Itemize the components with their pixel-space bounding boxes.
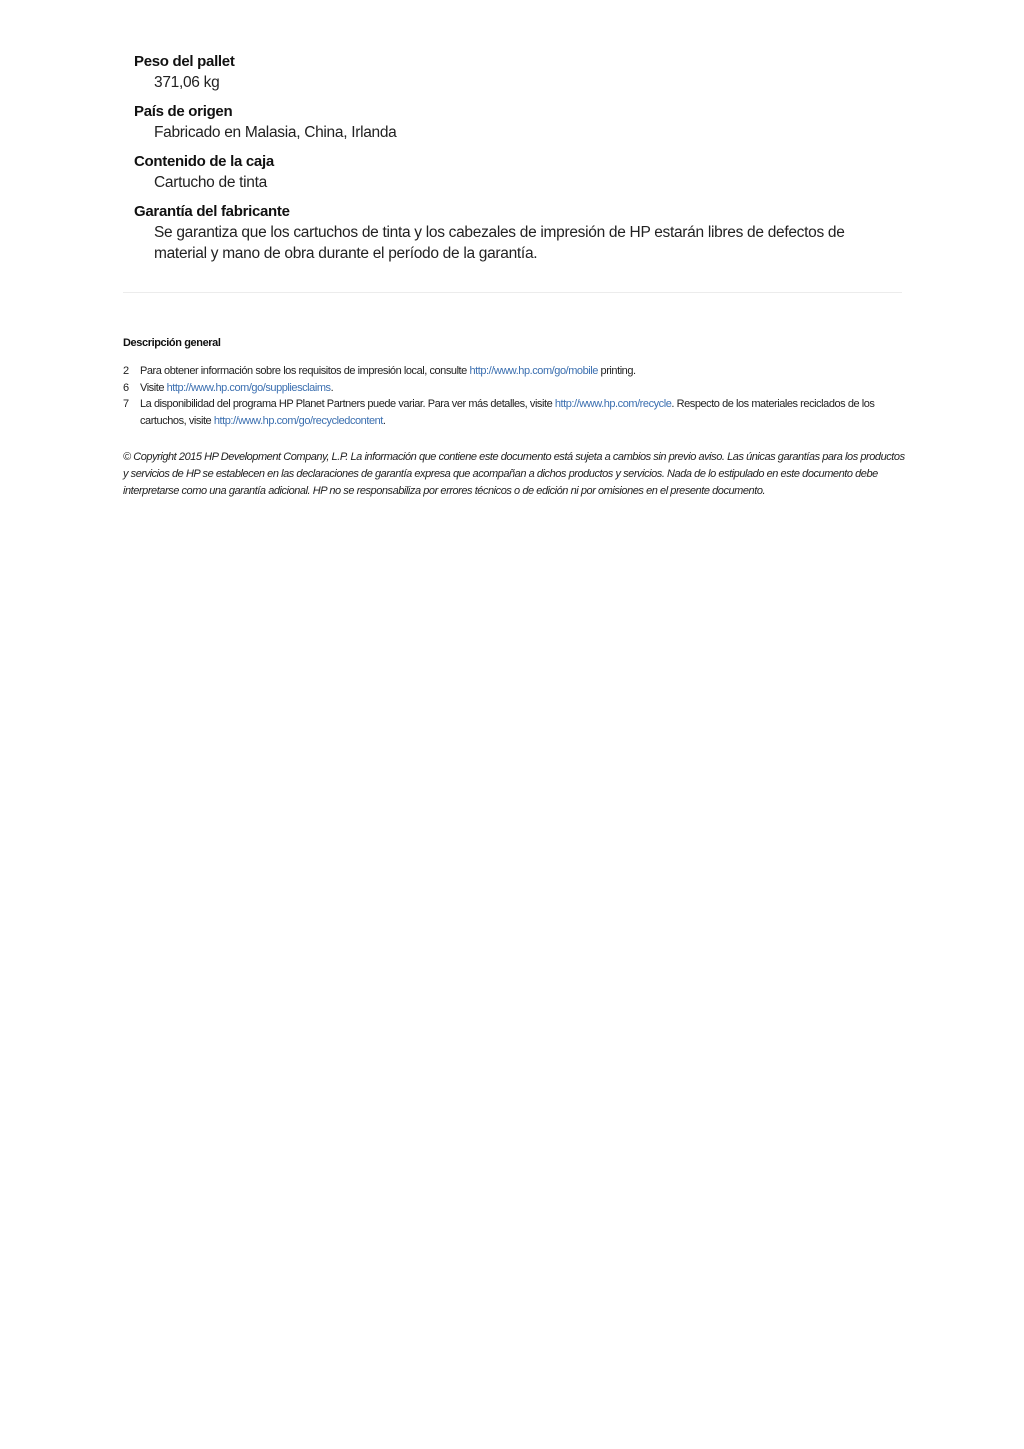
spec-value: 371,06 kg xyxy=(154,74,220,91)
footnote-text-part: Para obtener información sobre los requisitos de impresión local, consulte xyxy=(140,365,470,377)
footnote-text-part: Visite xyxy=(140,381,167,394)
footnote-text xyxy=(140,396,903,429)
section-divider xyxy=(123,292,902,293)
spec-label: Peso del pallet xyxy=(134,53,235,70)
footnote-text-part: . Respecto de los materiales reciclados de los cartuchos, visite xyxy=(140,398,875,427)
footnote-link[interactable]: http://www.hp.com/go/suppliesclaims xyxy=(166,381,331,394)
spec-label: Garantía del fabricante xyxy=(134,203,290,220)
footnote-text-part: printing. xyxy=(597,365,636,377)
footnote-text-part: La disponibilidad del programa HP Planet Partners puede variar. Para ver más detalles, visite xyxy=(140,398,555,410)
footnote-text xyxy=(140,363,903,380)
footnote-item xyxy=(123,396,903,429)
spec-value: Cartucho de tinta xyxy=(154,174,267,191)
footnote-number: 2 xyxy=(123,365,129,377)
spec-item-warranty xyxy=(134,202,894,264)
footnote-number: 7 xyxy=(123,398,129,410)
spec-item-box-contents xyxy=(134,152,894,193)
spec-label: País de origen xyxy=(134,103,233,120)
spec-item-pallet-weight xyxy=(134,52,894,93)
spec-label: Contenido de la caja xyxy=(134,153,274,170)
spec-value: Se garantiza que los cartuchos de tinta y los cabezales de impresión de HP estarán libres de defectos de material y mano de obra durante el período de la garantía. xyxy=(154,224,845,262)
footnotes-list xyxy=(123,363,903,429)
notes-title: Descripción general xyxy=(123,337,221,349)
spec-list xyxy=(134,52,894,273)
spec-value: Fabricado en Malasia, China, Irlanda xyxy=(154,124,397,141)
footnote-link[interactable]: http://www.hp.com/go/mobile xyxy=(469,365,598,377)
footnote-number: 6 xyxy=(123,381,129,394)
copyright-notice: © Copyright 2015 HP Development Company, L.P. La información que contiene este documento está sujeta a cambios sin previo aviso. Las únicas garantías para los productos y servicios de HP se establecen en las declaraciones de garantía expresa que acompañan a dichos productos y servicios. Nada de lo estipulado en este documento debe interpretarse como una garantía adicional. HP no se responsabiliza por errores técnicos o de edición ni por omisiones en el presente documento. xyxy=(123,451,905,497)
footnote-item xyxy=(123,380,903,397)
spec-item-country-of-origin xyxy=(134,102,894,143)
footnote-text-part: . xyxy=(382,414,386,427)
footnote-text-part: . xyxy=(330,381,334,394)
footnote-link[interactable]: http://www.hp.com/go/recycledcontent xyxy=(213,414,383,427)
footnote-item xyxy=(123,363,903,380)
footnote-link[interactable]: http://www.hp.com/recycle xyxy=(554,398,672,410)
footnote-text xyxy=(140,380,903,397)
